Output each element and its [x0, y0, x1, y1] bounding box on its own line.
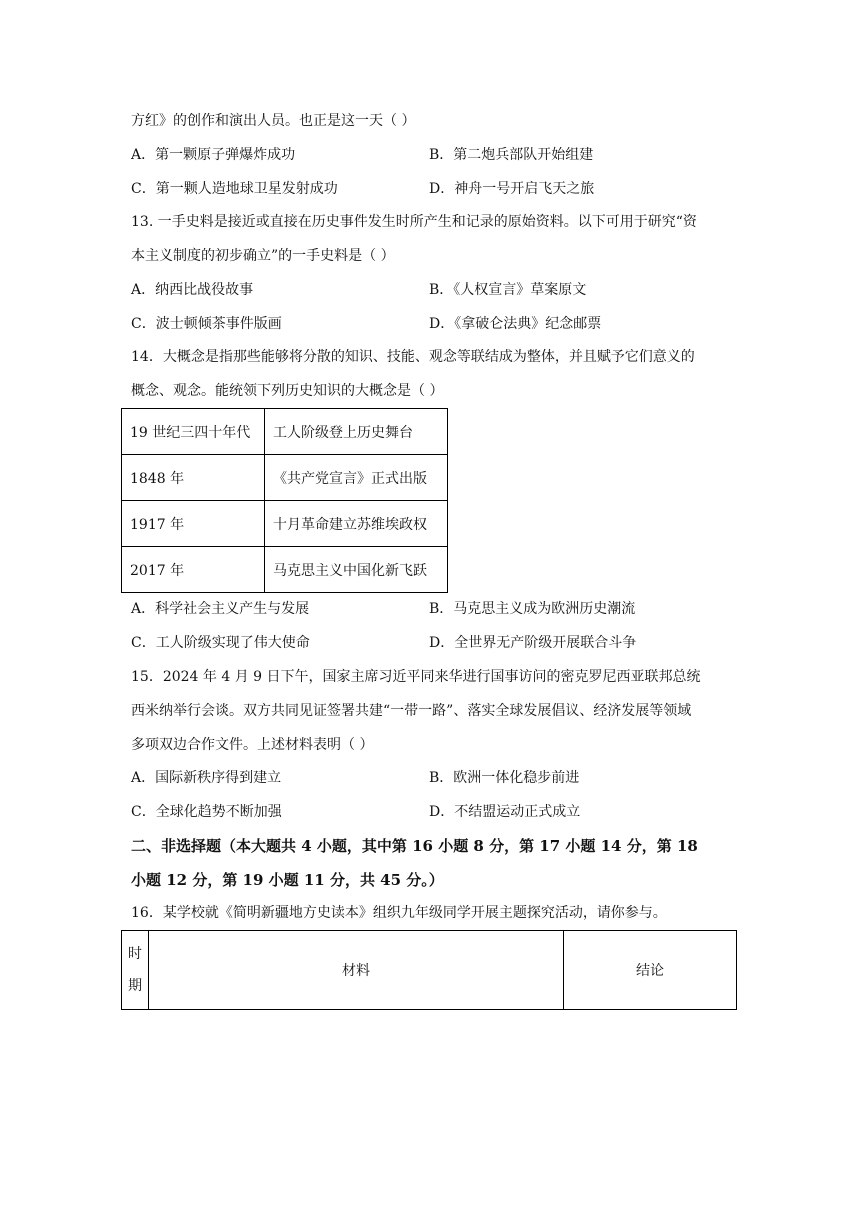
table-header-material: 材料 [149, 931, 564, 1010]
table-cell-period: 1848 年 [122, 455, 265, 501]
q12-stem-tail: 方红》的创作和演出人员。也正是这一天（ ） [131, 113, 416, 129]
q15-stem-line-2: 西米纳举行会谈。双方共同见证签署共建“一带一路”、落实全球发展倡议、经济发展等领域 [131, 703, 692, 719]
q16-inquiry-table [121, 930, 737, 1010]
q15-option-d: D．不结盟运动正式成立 [429, 804, 581, 820]
q14-timeline-table [121, 408, 448, 593]
q15-option-a: A．国际新秩序得到建立 [131, 770, 282, 786]
table-cell-period: 19 世纪三四十年代 [122, 409, 265, 455]
q13-stem-line-2: 本主义制度的初步确立”的一手史料是（ ） [131, 248, 395, 264]
table-row [122, 455, 448, 501]
table-row [122, 409, 448, 455]
q13-option-a: A．纳西比战役故事 [131, 282, 254, 298]
q14-option-d: D．全世界无产阶级开展联合斗争 [429, 635, 637, 651]
q13-option-c: C．波士顿倾茶事件版画 [131, 316, 282, 332]
section-two-heading-line-1: 二、非选择题（本大题共 4 小题，其中第 16 小题 8 分，第 17 小题 14 分，第 18 [131, 837, 698, 855]
table-cell-period: 2017 年 [122, 547, 265, 593]
table-header-conclusion: 结论 [564, 931, 737, 1010]
period-char-2: 期 [128, 978, 142, 994]
table-cell-event: 十月革命建立苏维埃政权 [265, 501, 448, 547]
q14-option-a: A．科学社会主义产生与发展 [131, 601, 310, 617]
q12-option-a: A．第一颗原子弹爆炸成功 [131, 147, 296, 163]
table-cell-event: 《共产党宣言》正式出版 [265, 455, 448, 501]
q14-option-c: C．工人阶级实现了伟大使命 [131, 635, 310, 651]
section-two-heading-line-2: 小题 12 分，第 19 小题 11 分，共 45 分。） [131, 871, 444, 889]
table-cell-event: 马克思主义中国化新飞跃 [265, 547, 448, 593]
q15-option-b: B．欧洲一体化稳步前进 [429, 770, 580, 786]
q13-stem-line-1: 13. 一手史料是接近或直接在历史事件发生时所产生和记录的原始资料。以下可用于研究“资 [131, 214, 697, 230]
table-row [122, 501, 448, 547]
table-cell-period: 1917 年 [122, 501, 265, 547]
q15-stem-line-3: 多项双边合作文件。上述材料表明（ ） [131, 737, 374, 753]
q12-option-b: B．第二炮兵部队开始组建 [429, 147, 594, 163]
q13-option-b: B．《人权宣言》草案原文 [429, 282, 587, 298]
q12-option-c: C．第一颗人造地球卫星发射成功 [131, 181, 338, 197]
q14-stem-line-2: 概念、观念。能统领下列历史知识的大概念是（ ） [131, 383, 444, 399]
q15-option-c: C．全球化趋势不断加强 [131, 804, 282, 820]
period-char-1: 时 [128, 946, 142, 962]
q12-option-d: D．神舟一号开启飞天之旅 [429, 181, 595, 197]
q13-option-d: D．《拿破仑法典》纪念邮票 [429, 316, 602, 332]
q14-option-b: B．马克思主义成为欧洲历史潮流 [429, 601, 636, 617]
table-row [122, 547, 448, 593]
table-header-row [122, 931, 737, 1010]
q16-stem: 16．某学校就《简明新疆地方史读本》组织九年级同学开展主题探究活动，请你参与。 [131, 905, 667, 921]
q14-stem-line-1: 14．大概念是指那些能够将分散的知识、技能、观念等联结成为整体，并且赋予它们意义的 [131, 349, 695, 365]
table-header-period [122, 931, 149, 1010]
table-cell-event: 工人阶级登上历史舞台 [265, 409, 448, 455]
q15-stem-line-1: 15．2024 年 4 月 9 日下午，国家主席习近平同来华进行国事访问的密克罗尼西亚联邦总统 [131, 669, 701, 685]
